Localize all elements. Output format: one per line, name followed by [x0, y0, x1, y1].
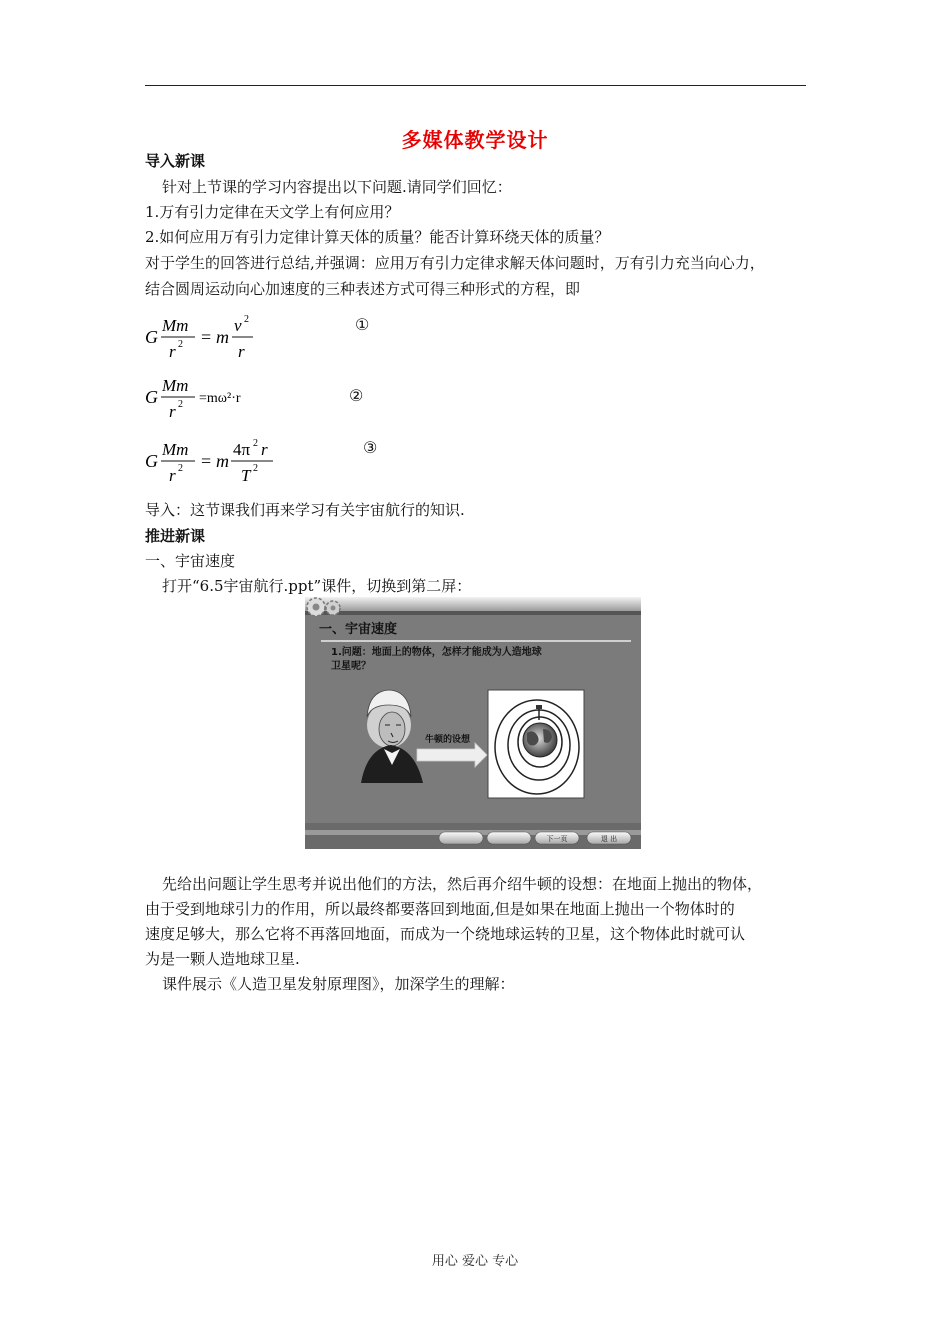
show-line: 课件展示《人造卫星发射原理图》，加深学生的理解：	[162, 975, 515, 993]
eq2-den: r	[169, 402, 176, 421]
slide-exit-label: 退 出	[600, 835, 618, 843]
eq3-rhs-num-exp: 2	[253, 438, 258, 449]
slide-next-label: 下一页	[546, 835, 568, 843]
para-line-2: 由于受到地球引力的作用，所以最终都要落回到地面,但是如果在地面上抛出一个物体时的	[145, 900, 735, 918]
eq3-g: G	[145, 451, 158, 471]
eq3-equals: =	[201, 451, 212, 471]
eq1-equals: =	[201, 327, 212, 347]
lead-in-text: 导入：这节课我们再来学习有关宇宙航行的知识.	[145, 501, 465, 519]
section-heading-new: 推进新课	[145, 527, 206, 545]
slide-button-blank-2	[487, 832, 531, 844]
slide-screenshot	[305, 597, 641, 849]
equation-2	[145, 372, 405, 427]
eq3-den: r	[169, 466, 176, 485]
subsection-heading: 一、宇宙速度	[145, 552, 236, 570]
page-footer: 用心 爱心 专心	[431, 1254, 519, 1269]
eq1-rhs-exp: 2	[244, 314, 249, 325]
eq3-rhs-num: 4π	[233, 440, 251, 459]
eq3-rhs-num-r: r	[261, 440, 268, 459]
intro-text: 针对上节课的学习内容提出以下问题.请同学们回忆：	[162, 178, 512, 196]
eq1-num: Mm	[162, 316, 189, 335]
section-heading-intro: 导入新课	[145, 152, 206, 170]
para-line-3: 速度足够大，那么它将不再落回地面，而成为一个绕地球运转的卫星，这个物体此时就可认	[145, 925, 746, 943]
slide-heading: 一、宇宙速度	[319, 622, 398, 637]
eq2-num: Mm	[162, 376, 189, 395]
slide-question-line1: 1.问题：地面上的物体，怎样才能成为人造地球	[331, 647, 542, 658]
para-line-4: 为是一颗人造地球卫星.	[145, 950, 300, 968]
eq1-g: G	[145, 327, 158, 347]
eq3-num: Mm	[162, 440, 189, 459]
summary-line-1: 对于学生的回答进行总结,并强调：应用万有引力定律求解天体问题时，万有引力充当向心力，	[145, 254, 765, 272]
slide-arrow-label: 牛顿的设想	[425, 735, 471, 745]
question-1: 1.万有引力定律在天文学上有何应用？	[145, 203, 400, 221]
para-line-1: 先给出问题让学生思考并说出他们的方法，然后再介绍牛顿的设想：在地面上抛出的物体，	[162, 875, 763, 893]
eq2-marker: ②	[349, 386, 364, 405]
slide-button-blank-1	[439, 832, 483, 844]
eq1-den: r	[169, 342, 176, 361]
eq3-rhs-den: T	[241, 466, 251, 485]
eq3-m: m	[216, 451, 229, 471]
summary-line-2: 结合圆周运动向心加速度的三种表述方式可得三种形式的方程，即	[145, 280, 581, 298]
eq2-den-exp: 2	[178, 399, 183, 410]
header-rule	[145, 85, 806, 86]
eq3-marker: ③	[363, 438, 378, 457]
open-file-text: 打开“6.5宇宙航行.ppt”课件，切换到第二屏：	[162, 577, 472, 595]
page-title: 多媒体教学设计	[401, 128, 549, 152]
eq3-rhs-den-exp: 2	[253, 463, 258, 474]
eq1-rhs-den: r	[238, 342, 245, 361]
eq2-g: G	[145, 387, 158, 407]
eq1-den-exp: 2	[178, 339, 183, 350]
eq3-den-exp: 2	[178, 463, 183, 474]
eq1-rhs-num: v	[234, 316, 242, 335]
eq2-rhs: =mω²·r	[199, 391, 241, 406]
eq1-m: m	[216, 327, 229, 347]
question-2: 2.如何应用万有引力定律计算天体的质量？能否计算环绕天体的质量？	[145, 228, 610, 246]
slide-question-line2: 卫星呢？	[331, 661, 371, 672]
eq1-marker: ①	[355, 315, 370, 334]
